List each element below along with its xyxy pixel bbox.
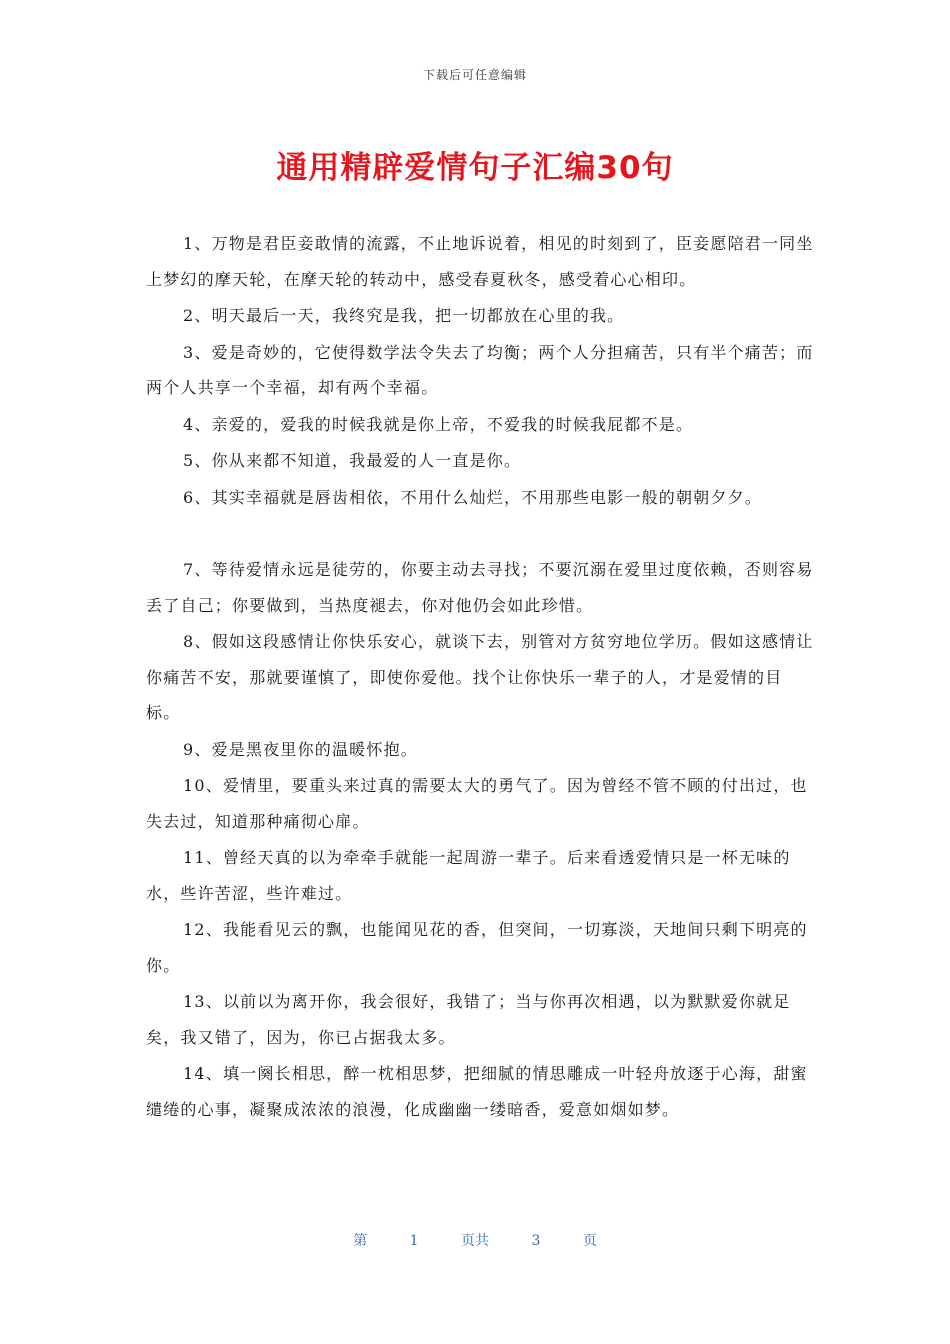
paragraph: 7、等待爱情永远是徒劳的，你要主动去寻找；不要沉溺在爱里过度依赖，否则容易丢了自己；你要做到，当热度褪去，你对他仍会如此珍惜。 xyxy=(146,560,814,615)
document-body xyxy=(146,226,814,1128)
page-footer xyxy=(0,1230,950,1250)
header-note: 下载后可任意编辑 xyxy=(422,68,527,82)
paragraph: 10、爱情里，要重头来过真的需要太大的勇气了。因为曾经不管不顾的付出过，也失去过，知道那种痛彻心扉。 xyxy=(146,776,808,831)
document-title: 通用精辟爱情句子汇编30句 xyxy=(276,150,674,186)
paragraph: 9、爱是黑夜里你的温暖怀抱。 xyxy=(183,739,418,759)
paragraph: 11、曾经天真的以为牵牵手就能一起周游一辈子。后来看透爱情只是一杯无味的水，些许苦涩，些许难过。 xyxy=(146,848,791,903)
footer-total-pages: 3 xyxy=(531,1233,541,1249)
footer-prefix: 第 xyxy=(353,1233,368,1249)
paragraph: 3、爱是奇妙的，它使得数学法令失去了均衡；两个人分担痛苦，只有半个痛苦；而两个人共享一个幸福，却有两个幸福。 xyxy=(146,342,814,397)
paragraph: 1、万物是君臣妾敢情的流露，不止地诉说着，相见的时刻到了，臣妾愿陪君一同坐上梦幻的摩天轮，在摩天轮的转动中，感受春夏秋冬，感受着心心相印。 xyxy=(146,234,814,289)
paragraph: 6、其实幸福就是唇齿相依，不用什么灿烂，不用那些电影一般的朝朝夕夕。 xyxy=(183,487,762,507)
paragraph: 5、你从来都不知道，我最爱的人一直是你。 xyxy=(183,451,522,470)
footer-middle: 页共 xyxy=(461,1233,489,1249)
paragraph: 13、以前以为离开你，我会很好，我错了；当与你再次相遇，以为默默爱你就足矣，我又错了，因为，你已占据我太多。 xyxy=(146,992,791,1047)
paragraph: 4、亲爱的，爱我的时候我就是你上帝，不爱我的时候我屁都不是。 xyxy=(183,414,694,434)
blank-line xyxy=(146,516,814,552)
paragraph: 12、我能看见云的飘，也能闻见花的香，但突间，一切寡淡，天地间只剩下明亮的你。 xyxy=(146,920,808,975)
paragraph: 8、假如这段感情让你快乐安心，就谈下去，别管对方贫穷地位学历。假如这感情让你痛苦不安，那就要谨慎了，即使你爱他。找个让你快乐一辈子的人，才是爱情的目标。 xyxy=(146,632,814,722)
footer-page-number: 1 xyxy=(409,1233,419,1249)
paragraph: 2、明天最后一天，我终究是我，把一切都放在心里的我。 xyxy=(183,306,625,325)
footer-suffix: 页 xyxy=(582,1233,597,1249)
paragraph: 14、填一阕长相思，醉一枕相思梦，把细腻的情思雕成一叶轻舟放逐于心海，甜蜜缱绻的心事，凝聚成浓浓的浪漫，化成幽幽一缕暗香，爱意如烟如梦。 xyxy=(146,1064,808,1119)
